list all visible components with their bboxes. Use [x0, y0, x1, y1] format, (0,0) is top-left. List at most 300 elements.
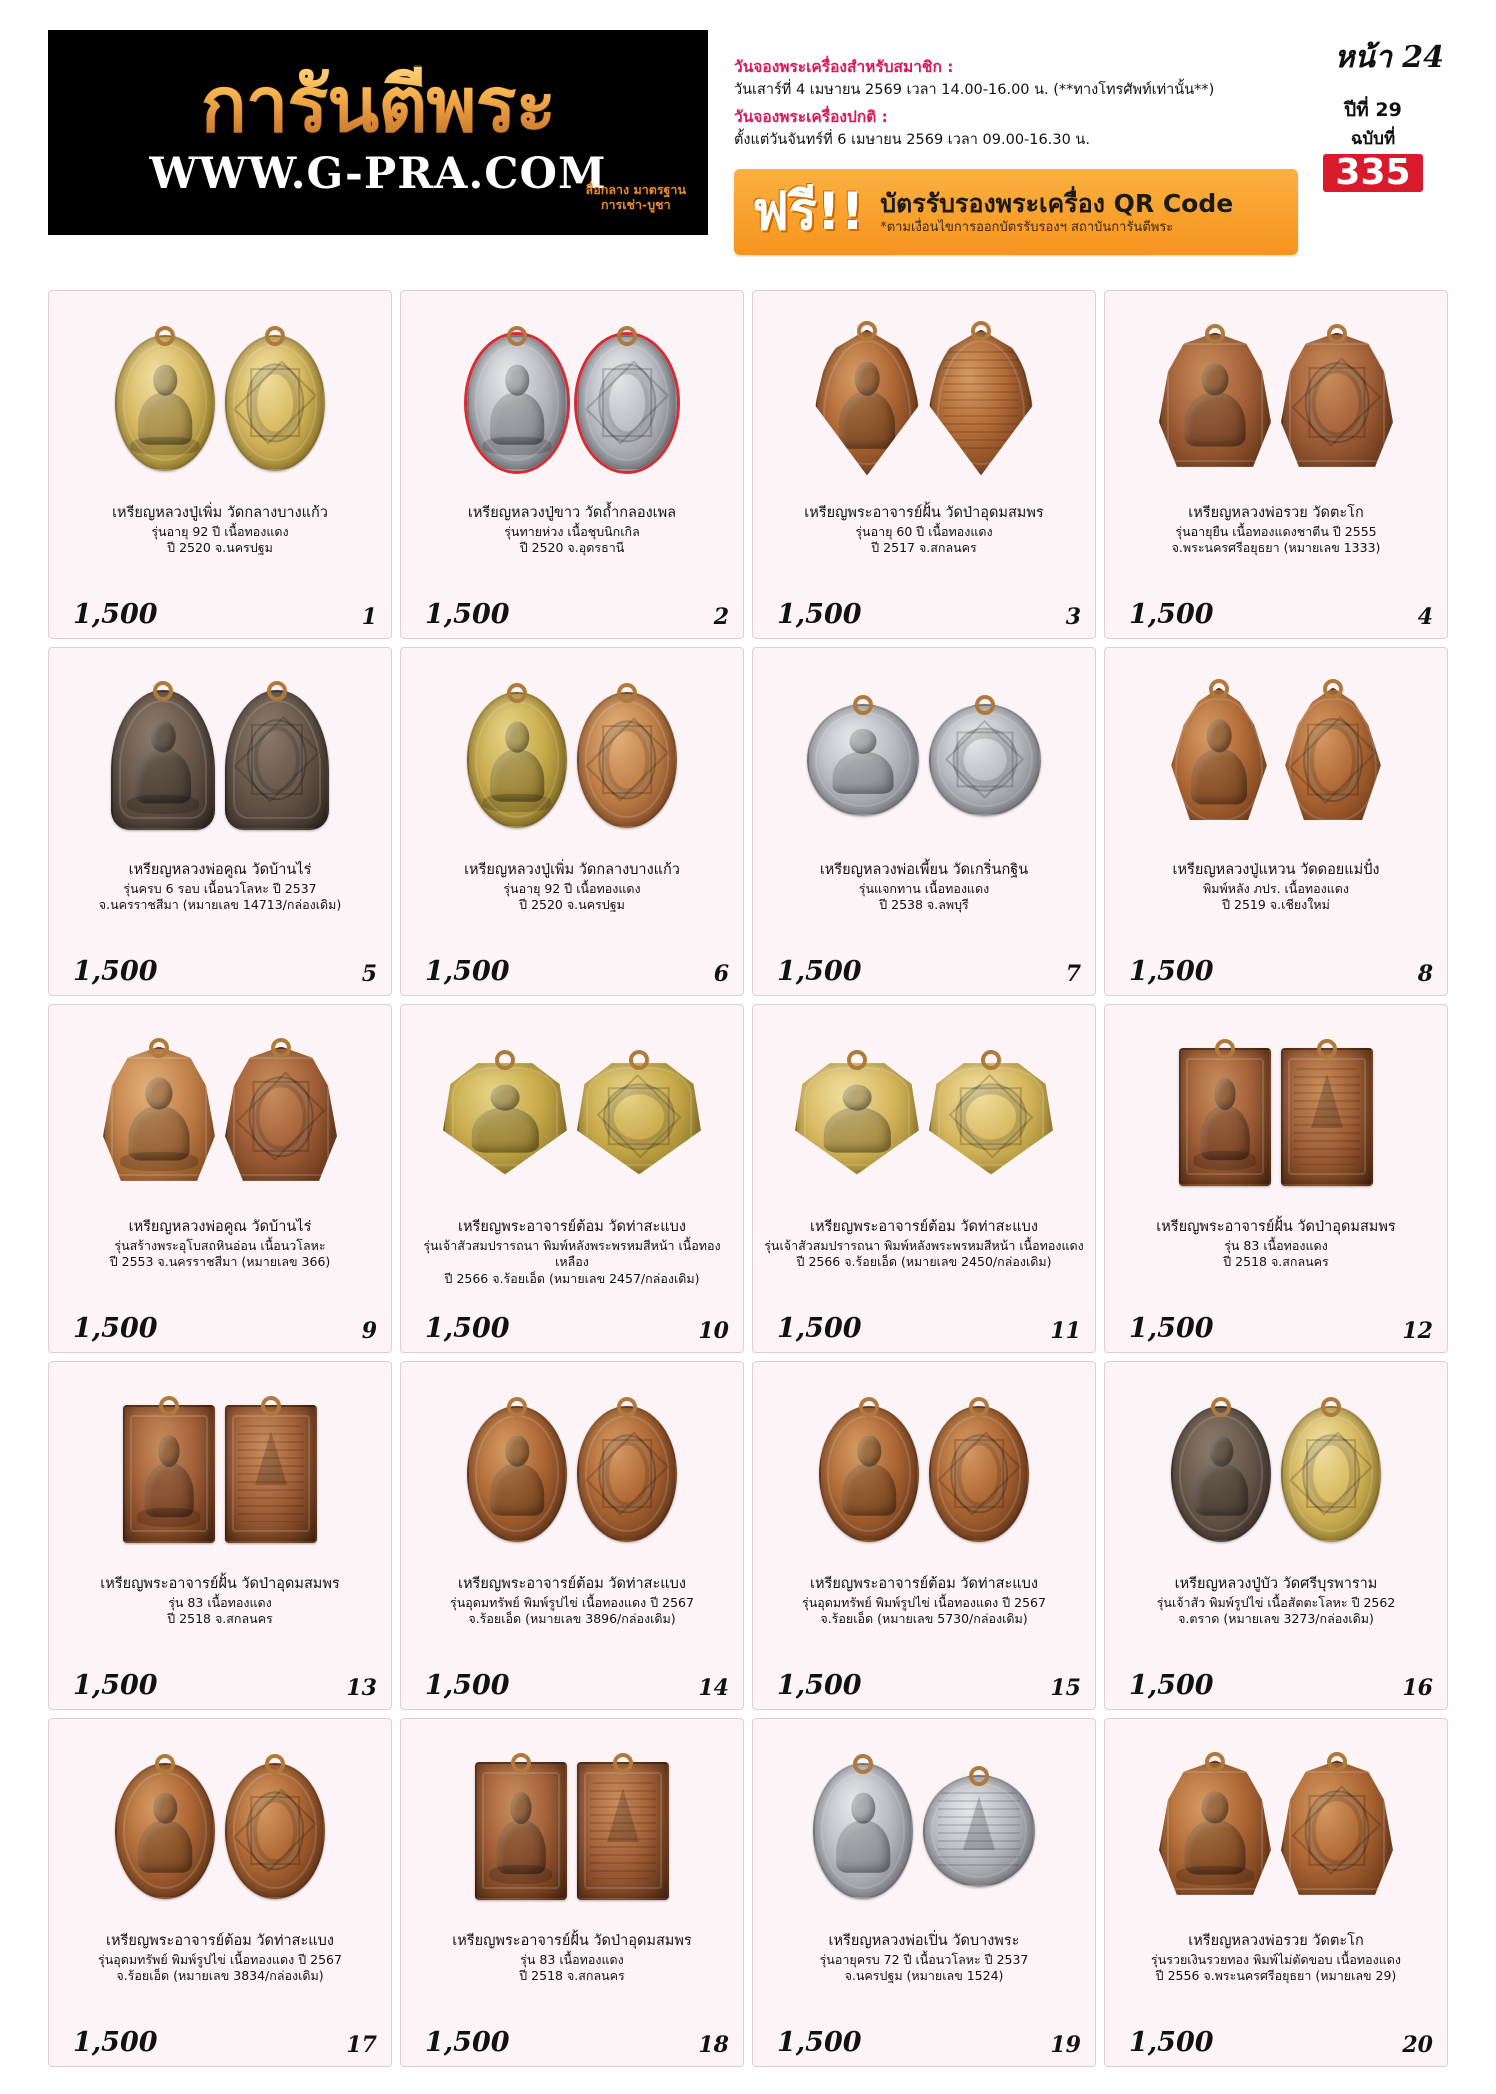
monk-figure	[839, 360, 895, 448]
amulet-title: เหรียญพระอาจารย์ฝั้น วัดป่าอุดมสมพร	[1156, 1219, 1396, 1235]
amulet-price: 1,500	[777, 1670, 862, 1701]
amulet-detail-line-2: ปี 2566 จ.ร้อยเอ็ด (หมายเลข 2450/กล่องเดิม)	[796, 1254, 1052, 1270]
monk-head	[158, 1435, 180, 1467]
hanger-ring-icon	[975, 695, 995, 715]
amulet-back-face	[929, 704, 1041, 816]
amulet-back	[929, 1059, 1053, 1175]
amulet-description	[409, 1575, 735, 1670]
amulet-front	[115, 335, 215, 471]
amulet-card[interactable]	[752, 1718, 1096, 2067]
amulet-back	[577, 692, 677, 828]
amulet-detail-line-2: จ.ตราด (หมายเลข 3273/กล่องเดิม)	[1178, 1611, 1374, 1627]
amulet-front-face	[467, 1406, 567, 1542]
monk-lap	[482, 437, 551, 455]
amulet-title: เหรียญหลวงพ่อเพี้ยน วัดเกริ่นกฐิน	[819, 862, 1029, 878]
inscription-lines	[943, 351, 1019, 453]
logo-tagline	[586, 182, 686, 213]
yantra-pattern	[249, 1076, 314, 1158]
amulet-price: 1,500	[1129, 2027, 1214, 2058]
amulet-detail-line-2: จ.พระนครศรีอยุธยา (หมายเลข 1333)	[1171, 540, 1381, 556]
monk-lap	[1193, 1151, 1256, 1170]
amulet-front	[1159, 1761, 1271, 1901]
amulet-front	[815, 330, 919, 476]
monk-body	[842, 1464, 896, 1516]
amulet-index: 7	[1065, 961, 1081, 987]
monk-head	[505, 722, 529, 753]
monk-head	[153, 1793, 177, 1824]
monk-lap	[1176, 1866, 1254, 1885]
hanger-ring-icon	[1211, 1397, 1231, 1417]
amulet-back-face	[577, 1762, 669, 1900]
amulet-description	[1113, 1575, 1439, 1670]
amulet-price: 1,500	[777, 2027, 862, 2058]
amulet-detail-line-1: รุ่นเจ้าสัวสมปรารถนา พิมพ์หลังพระพรหมสีหน้า เนื้อทองแดง	[764, 1237, 1084, 1253]
inscription-lines	[590, 1782, 657, 1879]
hanger-ring-icon	[267, 681, 287, 701]
hanger-ring-icon	[969, 1397, 989, 1417]
amulet-description	[761, 504, 1087, 599]
amulet-images	[57, 1013, 383, 1218]
amulet-card[interactable]	[48, 1718, 392, 2067]
amulet-index: 5	[361, 961, 377, 987]
hanger-ring-icon	[155, 1754, 175, 1774]
amulet-back-face	[1281, 1406, 1381, 1542]
amulet-detail-line-2: ปี 2520 จ.นครปฐม	[519, 897, 625, 913]
monk-lap	[120, 1152, 198, 1171]
amulet-images	[57, 656, 383, 861]
amulet-front-face	[1167, 688, 1271, 832]
monk-figure	[496, 1791, 545, 1874]
amulet-card[interactable]	[48, 647, 392, 996]
amulet-card[interactable]	[1104, 1361, 1448, 1710]
amulet-price: 1,500	[73, 2027, 158, 2058]
yantra-pattern	[603, 1083, 675, 1150]
hanger-ring-icon	[149, 1038, 169, 1058]
volume-line	[1298, 95, 1448, 125]
amulet-price-row	[57, 1313, 383, 1346]
amulet-front	[123, 1405, 215, 1543]
hanger-ring-icon	[507, 1397, 527, 1417]
amulet-images	[1113, 1013, 1439, 1218]
hanger-ring-icon	[1327, 324, 1347, 344]
amulet-back-face	[577, 1059, 701, 1175]
yantra-pattern	[246, 1791, 304, 1870]
hanger-ring-icon	[857, 321, 877, 341]
amulet-index: 3	[1065, 604, 1081, 630]
amulet-price-row	[1113, 1313, 1439, 1346]
amulet-detail-line-2: ปี 2519 จ.เชียงใหม่	[1222, 897, 1330, 913]
amulet-detail-line-2: ปี 2518 จ.สกลนคร	[519, 1968, 625, 1984]
issue-number: 335	[1323, 154, 1422, 192]
amulet-back-face	[225, 1405, 317, 1543]
amulet-price: 1,500	[777, 956, 862, 987]
amulet-front	[467, 692, 567, 828]
page-value: 24	[1402, 40, 1444, 75]
monk-head	[1202, 1792, 1229, 1824]
amulet-price: 1,500	[425, 1313, 510, 1344]
amulet-detail-line-2: จ.นครราชสีมา (หมายเลข 14713/กล่องเดิม)	[98, 897, 342, 913]
amulet-card[interactable]	[48, 1361, 392, 1710]
free-banner-note: *ตามเงื่อนไขการออกบัตรรับรองฯ สถาบันการันตีพระ	[880, 220, 1174, 236]
amulet-price-row	[57, 956, 383, 989]
monk-head	[842, 1085, 872, 1111]
amulet-front-face	[813, 1763, 913, 1899]
amulet-back	[225, 335, 325, 471]
monk-head	[855, 362, 880, 395]
amulet-title: เหรียญหลวงปู่เพิ่ม วัดกลางบางแก้ว	[464, 862, 680, 878]
monk-lap	[482, 794, 551, 812]
amulet-card[interactable]	[752, 647, 1096, 996]
amulet-card[interactable]	[48, 1004, 392, 1353]
amulet-front	[795, 1059, 919, 1175]
amulet-card[interactable]	[400, 647, 744, 996]
amulet-description	[1113, 1932, 1439, 2027]
amulet-price: 1,500	[73, 1670, 158, 1701]
amulet-index: 6	[713, 961, 729, 987]
amulet-front	[475, 1762, 567, 1900]
amulet-card[interactable]	[400, 1718, 744, 2067]
member-booking-title: วันจองพระเครื่องสำหรับสมาชิก :	[734, 58, 954, 76]
yantra-pattern	[246, 363, 304, 442]
amulet-index: 4	[1417, 604, 1433, 630]
amulet-description	[409, 861, 735, 956]
amulet-index: 15	[1050, 1675, 1081, 1701]
hanger-ring-icon	[853, 1754, 873, 1774]
amulet-title: เหรียญพระอาจารย์ต้อม วัดท่าสะแบง	[810, 1219, 1038, 1235]
monk-figure	[836, 1791, 890, 1873]
amulet-back	[929, 330, 1033, 476]
amulet-title: เหรียญหลวงปู่บัว วัดศรีบุรพาราม	[1174, 1576, 1378, 1592]
amulet-title: เหรียญพระอาจารย์ฝั้น วัดป่าอุดมสมพร	[804, 505, 1044, 521]
member-booking-detail: วันเสาร์ที่ 4 เมษายน 2569 เวลา 14.00-16.00 น. (**ทางโทรศัพท์เท่านั้น**)	[734, 82, 1215, 99]
hanger-ring-icon	[1205, 1752, 1225, 1772]
amulet-back-face	[577, 692, 677, 828]
amulet-title: เหรียญหลวงปู่ขาว วัดถ้ำกลองเพล	[467, 505, 677, 521]
amulet-index: 17	[346, 2032, 377, 2058]
amulet-detail-line-1: รุ่นรวยเงินรวยทอง พิมพ์ไม่ตัดขอบ เนื้อทองแดง	[1150, 1951, 1401, 1967]
monk-head	[505, 1436, 529, 1467]
monk-figure	[1200, 1077, 1249, 1160]
amulet-back-face	[225, 1047, 337, 1187]
volume-value: 29	[1375, 99, 1402, 121]
header-notice-area	[708, 30, 1298, 255]
amulet-index: 12	[1402, 1318, 1433, 1344]
hanger-ring-icon	[265, 326, 285, 346]
amulet-card[interactable]	[1104, 290, 1448, 639]
normal-booking-title: วันจองพระเครื่องปกติ :	[734, 107, 888, 126]
hanger-ring-icon	[1321, 1397, 1341, 1417]
amulet-description	[409, 1932, 735, 2027]
monk-head	[490, 1085, 520, 1111]
amulet-detail-line-1: รุ่นอายุ 92 ปี เนื้อทองแดง	[151, 523, 289, 539]
free-qr-banner	[734, 169, 1298, 255]
hanger-ring-icon	[613, 1753, 633, 1773]
monk-head	[1207, 720, 1232, 753]
amulet-front	[115, 1763, 215, 1899]
amulet-index: 19	[1050, 2032, 1081, 2058]
monk-figure	[1194, 1434, 1248, 1516]
amulet-description	[57, 1218, 383, 1313]
amulet-back	[225, 1047, 337, 1187]
amulet-front	[111, 690, 215, 830]
amulet-detail-line-2: จ.นครปฐม (หมายเลข 1524)	[844, 1968, 1004, 1984]
amulet-front	[103, 1047, 215, 1187]
amulet-front-face	[1159, 1761, 1271, 1901]
page-word: หน้า	[1334, 40, 1392, 75]
amulet-detail-line-2: ปี 2538 จ.ลพบุรี	[879, 897, 969, 913]
hanger-ring-icon	[617, 683, 637, 703]
amulet-detail-line-2: จ.ร้อยเอ็ด (หมายเลข 5730/กล่องเดิม)	[820, 1611, 1028, 1627]
monk-figure	[842, 1434, 896, 1516]
free-banner-title: บัตรรับรองพระเครื่อง QR Code	[880, 188, 1234, 218]
amulet-price: 1,500	[73, 1313, 158, 1344]
amulet-front	[1159, 333, 1271, 473]
amulet-images	[409, 656, 735, 861]
amulet-price: 1,500	[425, 956, 510, 987]
amulet-front-face	[815, 330, 919, 476]
amulet-description	[1113, 861, 1439, 956]
volume-label: ปีที่	[1344, 99, 1369, 121]
monk-body	[833, 751, 893, 794]
amulet-card[interactable]	[48, 290, 392, 639]
amulet-detail-line-2: ปี 2566 จ.ร้อยเอ็ด (หมายเลข 2457/กล่องเดิม)	[444, 1271, 700, 1287]
amulet-price-row	[761, 1670, 1087, 1703]
amulet-back-face	[929, 1406, 1029, 1542]
amulet-description	[57, 861, 383, 956]
amulet-title: เหรียญหลวงปู่แหวน วัดดอยแม่ปั๋ง	[1172, 862, 1380, 878]
site-logo	[48, 30, 708, 235]
monk-head	[146, 1078, 173, 1110]
amulet-front-face	[115, 1763, 215, 1899]
amulet-index: 18	[698, 2032, 729, 2058]
amulet-images	[761, 1370, 1087, 1575]
monk-body	[836, 1821, 890, 1873]
amulet-card[interactable]	[400, 1361, 744, 1710]
monk-head	[851, 1793, 875, 1824]
page-number-label	[1298, 34, 1448, 81]
amulet-price: 1,500	[425, 2027, 510, 2058]
amulet-back	[577, 1762, 669, 1900]
amulet-card[interactable]	[1104, 1004, 1448, 1353]
hanger-ring-icon	[155, 326, 175, 346]
amulet-title: เหรียญหลวงพ่อเปิ่น วัดบางพระ	[828, 1933, 1020, 1949]
amulet-images	[409, 1370, 735, 1575]
monk-lap	[489, 1865, 552, 1884]
amulet-detail-line-1: รุ่นทายห่วง เนื้อชุบนิกเกิล	[504, 523, 640, 539]
amulet-index: 10	[698, 1318, 729, 1344]
monk-body	[1191, 749, 1247, 805]
amulet-card[interactable]	[1104, 647, 1448, 996]
amulet-card[interactable]	[752, 290, 1096, 639]
amulet-detail-line-2: ปี 2518 จ.สกลนคร	[167, 1611, 273, 1627]
amulet-front-face	[819, 1406, 919, 1542]
amulet-title: เหรียญพระอาจารย์ต้อม วัดท่าสะแบง	[458, 1576, 686, 1592]
yantra-pattern	[598, 720, 656, 799]
hanger-ring-icon	[261, 1396, 281, 1416]
monk-head	[153, 365, 177, 396]
amulet-images	[761, 656, 1087, 861]
normal-booking-detail: ตั้งแต่วันจันทร์ที่ 6 เมษายน 2569 เวลา 09.00-16.30 น.	[734, 131, 1090, 148]
monk-figure	[1191, 718, 1247, 805]
monk-figure	[138, 363, 192, 445]
amulet-detail-line-1: รุ่นเจ้าสัว พิมพ์รูปไข่ เนื้อสัตตะโลหะ ปี 2562	[1156, 1594, 1396, 1610]
hanger-ring-icon	[847, 1050, 867, 1070]
monk-head	[1214, 1078, 1236, 1110]
amulet-price-row	[409, 599, 735, 632]
amulet-price-row	[57, 599, 383, 632]
amulet-title: เหรียญพระอาจารย์ต้อม วัดท่าสะแบง	[106, 1933, 334, 1949]
monk-figure	[144, 1434, 193, 1517]
amulet-detail-line-1: รุ่นอายุ 92 ปี เนื้อทองแดง	[503, 880, 641, 896]
amulet-back	[1281, 333, 1393, 473]
monk-lap	[137, 1508, 200, 1527]
yantra-pattern	[1305, 1790, 1370, 1872]
hanger-ring-icon	[969, 1766, 989, 1786]
yantra-pattern	[1305, 362, 1370, 444]
amulet-front-face	[807, 704, 919, 816]
amulet-grid	[48, 290, 1448, 2077]
amulet-back	[1281, 1761, 1393, 1901]
amulet-images	[57, 1727, 383, 1932]
hanger-ring-icon	[971, 321, 991, 341]
amulet-price: 1,500	[73, 956, 158, 987]
amulet-front-face	[123, 1405, 215, 1543]
hanger-ring-icon	[153, 681, 173, 701]
amulet-front-face	[443, 1059, 567, 1175]
amulet-front-face	[467, 335, 567, 471]
amulet-detail-line-1: รุ่นอุดมทรัพย์ พิมพ์รูปไข่ เนื้อทองแดง ปี 2567	[450, 1594, 694, 1610]
amulet-description	[1113, 504, 1439, 599]
amulet-description	[1113, 1218, 1439, 1313]
amulet-front-face	[1179, 1048, 1271, 1186]
amulet-front-face	[1159, 333, 1271, 473]
logo-tagline-line2: การเช่า-บูชา	[600, 197, 671, 213]
amulet-index: 11	[1050, 1318, 1081, 1344]
amulet-images	[1113, 1727, 1439, 1932]
amulet-price-row	[409, 956, 735, 989]
amulet-back	[1281, 1048, 1373, 1186]
amulet-title: เหรียญหลวงพ่อคูณ วัดบ้านไร่	[128, 862, 312, 878]
hanger-ring-icon	[1317, 1039, 1337, 1059]
amulet-images	[761, 1727, 1087, 1932]
amulet-description	[761, 1932, 1087, 2027]
amulet-card[interactable]	[400, 1004, 744, 1353]
amulet-detail-line-1: รุ่น 83 เนื้อทองแดง	[168, 1594, 272, 1610]
amulet-price: 1,500	[1129, 599, 1214, 630]
monk-figure	[138, 1791, 192, 1873]
amulet-price: 1,500	[1129, 1313, 1214, 1344]
amulet-back	[225, 1405, 317, 1543]
amulet-price-row	[1113, 599, 1439, 632]
hanger-ring-icon	[511, 1753, 531, 1773]
amulet-description	[761, 1575, 1087, 1670]
logo-thai-text: การันตีพระ	[191, 67, 566, 143]
free-label: ฟรี!!	[752, 182, 865, 243]
amulet-back-face	[1281, 1048, 1373, 1186]
yantra-pattern	[598, 363, 656, 442]
monk-body	[1194, 1464, 1248, 1516]
amulet-detail-line-2: จ.ร้อยเอ็ด (หมายเลข 3834/กล่องเดิม)	[116, 1968, 324, 1984]
amulet-price-row	[1113, 2027, 1439, 2060]
amulet-price-row	[761, 1313, 1087, 1346]
amulet-detail-line-2: ปี 2520 จ.อุดรธานี	[519, 540, 625, 556]
amulet-price: 1,500	[1129, 1670, 1214, 1701]
page-header	[48, 0, 1448, 290]
hanger-ring-icon	[981, 1050, 1001, 1070]
amulet-title: เหรียญพระอาจารย์ต้อม วัดท่าสะแบง	[458, 1219, 686, 1235]
amulet-detail-line-2: ปี 2518 จ.สกลนคร	[1223, 1254, 1329, 1270]
hanger-ring-icon	[859, 1397, 879, 1417]
amulet-price: 1,500	[425, 1670, 510, 1701]
amulet-price: 1,500	[777, 1313, 862, 1344]
amulet-card[interactable]	[752, 1361, 1096, 1710]
amulet-price-row	[409, 1313, 735, 1346]
hanger-ring-icon	[1205, 324, 1225, 344]
amulet-index: 9	[361, 1318, 377, 1344]
amulet-detail-line-1: รุ่นอายุยืน เนื้อทองแดงชาตีน ปี 2555	[1175, 523, 1377, 539]
amulet-price-row	[761, 2027, 1087, 2060]
amulet-card[interactable]	[752, 1004, 1096, 1353]
amulet-price: 1,500	[425, 599, 510, 630]
amulet-detail-line-1: รุ่นแจกทาน เนื้อทองแดง	[858, 880, 990, 896]
monk-body	[490, 1464, 544, 1516]
amulet-detail-line-2: ปี 2553 จ.นครราชสีมา (หมายเลข 366)	[109, 1254, 331, 1270]
inscription-lines	[1294, 1068, 1361, 1165]
monk-figure	[135, 719, 191, 803]
amulet-detail-line-2: ปี 2517 จ.สกลนคร	[871, 540, 977, 556]
monk-head	[850, 729, 877, 754]
amulet-front-face	[111, 690, 215, 830]
amulet-description	[57, 1575, 383, 1670]
amulet-back-face	[225, 335, 325, 471]
amulet-detail-line-2: ปี 2556 จ.พระนครศรีอยุธยา (หมายเลข 29)	[1155, 1968, 1397, 1984]
amulet-index: 16	[1402, 1675, 1433, 1701]
hanger-ring-icon	[507, 683, 527, 703]
amulet-card[interactable]	[400, 290, 744, 639]
amulet-price-row	[409, 2027, 735, 2060]
amulet-images	[1113, 656, 1439, 861]
amulet-price: 1,500	[777, 599, 862, 630]
amulet-back-face	[929, 1059, 1053, 1175]
amulet-card[interactable]	[1104, 1718, 1448, 2067]
amulet-back	[1281, 1406, 1381, 1542]
inscription-lines	[938, 1792, 1020, 1870]
monk-head	[505, 365, 529, 396]
amulet-back	[929, 704, 1041, 816]
monk-figure	[823, 1083, 890, 1152]
amulet-price: 1,500	[1129, 956, 1214, 987]
logo-tagline-line1: สื่อกลาง มาตรฐาน	[585, 181, 686, 197]
yantra-pattern	[955, 1083, 1027, 1150]
amulet-title: เหรียญหลวงพ่อรวย วัดตะโก	[1188, 505, 1364, 521]
amulet-title: เหรียญหลวงปู่เพิ่ม วัดกลางบางแก้ว	[112, 505, 328, 521]
amulet-images	[57, 299, 383, 504]
amulet-detail-line-1: รุ่น 83 เนื้อทองแดง	[1224, 1237, 1328, 1253]
amulet-front-face	[115, 335, 215, 471]
amulet-front	[467, 1406, 567, 1542]
amulet-detail-line-1: พิมพ์หลัง ภปร. เนื้อทองแดง	[1203, 880, 1349, 896]
amulet-description	[409, 1218, 735, 1313]
logo-url-text: WWW.G-PRA.COM	[149, 148, 607, 199]
amulet-front-face	[475, 1762, 567, 1900]
amulet-front-face	[795, 1059, 919, 1175]
amulet-index: 8	[1417, 961, 1433, 987]
amulet-description	[761, 1218, 1087, 1313]
monk-figure	[1185, 1790, 1245, 1874]
amulet-detail-line-1: รุ่นเจ้าสัวสมปรารถนา พิมพ์หลังพระพรหมสีหน้า เนื้อทองเหลือง	[423, 1237, 721, 1270]
amulet-index: 13	[346, 1675, 377, 1701]
amulet-front-face	[1171, 1406, 1271, 1542]
